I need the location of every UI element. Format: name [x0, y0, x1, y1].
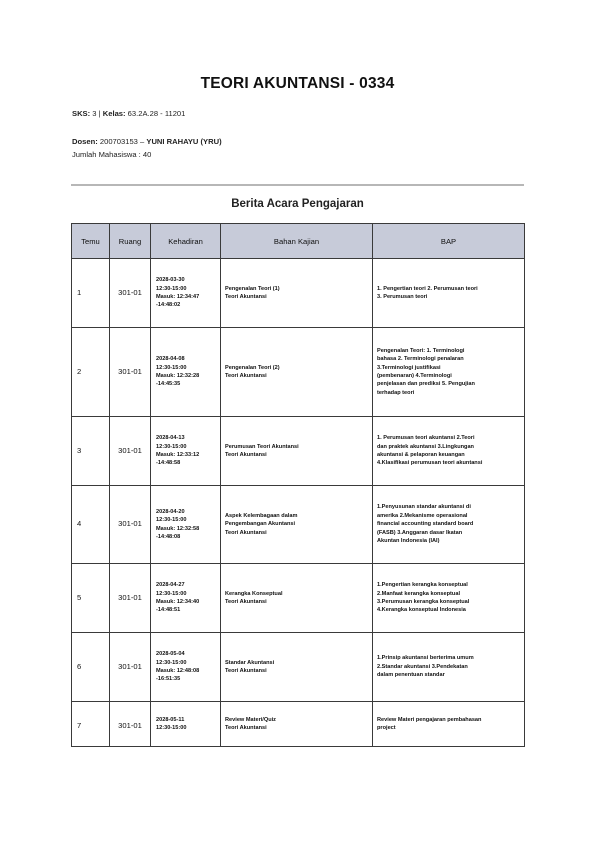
cell-ruang: 301-01 [110, 417, 151, 486]
cell-ruang: 301-01 [110, 564, 151, 633]
cell-kehadiran-line: 12:30-15:00 [156, 590, 187, 597]
cell-bahan-kajian-line: Kerangka Konseptual [225, 590, 283, 597]
cell-kehadiran [151, 417, 221, 486]
cell-bahan-kajian-line: Teori Akuntansi [225, 373, 267, 379]
cell-bap-line: Akuntan Indonesia (IAI) [377, 538, 440, 545]
cell-bahan-kajian-line: Pengenalan Teori (2) [225, 364, 280, 371]
cell-bahan-kajian-line: Teori Akuntansi [225, 294, 267, 300]
cell-temu: 5 [72, 564, 110, 633]
table-header-row [72, 224, 525, 259]
cell-bahan-kajian [221, 259, 373, 328]
cell-kehadiran-line: 2028-04-27 [156, 582, 185, 589]
cell-kehadiran-line: Masuk: 12:34:40 [156, 599, 200, 605]
cell-bap-line: terhadap teori [377, 389, 415, 396]
cell-temu: 2 [72, 328, 110, 417]
cell-kehadiran [151, 702, 221, 747]
cell-kehadiran-line: 12:30-15:00 [156, 364, 187, 371]
cell-bap-line: (pembenaran) 4.Terminologi [377, 373, 452, 379]
cell-kehadiran-line: 2028-05-11 [156, 716, 185, 723]
cell-bahan-kajian-line: Pengembangan Akuntansi [225, 521, 296, 528]
cell-bahan-kajian-line: Aspek Kelembagaan dalam [225, 512, 298, 519]
cell-bap-line: 2.Manfaat kerangka konseptual [377, 590, 461, 597]
cell-bap-line: Pengenalan Teori: 1. Terminologi [377, 347, 465, 354]
cell-bahan-kajian-line: Perumusan Teori Akuntansi [225, 443, 299, 450]
header-temu: Temu [72, 224, 110, 259]
table-body [72, 259, 525, 747]
kelas-label: Kelas: [102, 109, 126, 118]
table-row [72, 564, 525, 633]
cell-bahan-kajian [221, 633, 373, 702]
cell-kehadiran-line: 12:30-15:00 [156, 517, 187, 524]
cell-ruang: 301-01 [110, 702, 151, 747]
cell-kehadiran-line: 2028-05-04 [156, 651, 185, 658]
cell-bap [373, 564, 525, 633]
dosen-name: YUNI RAHAYU (YRU) [146, 137, 222, 146]
cell-kehadiran-line: -14:48:08 [156, 533, 181, 540]
cell-bap-line: 3. Perumusan teori [377, 294, 428, 300]
cell-ruang: 301-01 [110, 328, 151, 417]
table-row [72, 702, 525, 747]
cell-kehadiran-line: Masuk: 12:32:58 [156, 525, 200, 532]
student-count: Jumlah Mahasiswa : 40 [72, 150, 152, 159]
cell-bap-line: 2.Standar akuntansi 3.Pendekatan [377, 663, 468, 670]
cell-kehadiran-line: Masuk: 12:33:12 [156, 452, 200, 458]
cell-bap-line: bahasa 2. Terminologi penalaran [377, 356, 464, 363]
cell-kehadiran-line: -14:48:58 [156, 460, 181, 467]
cell-bahan-kajian [221, 328, 373, 417]
cell-kehadiran-line: 2028-04-13 [156, 435, 185, 442]
table-row [72, 259, 525, 328]
cell-bap-line: Review Materi pengajaran pembahasan [377, 716, 482, 723]
cell-kehadiran-line: Masuk: 12:34:47 [156, 294, 200, 300]
cell-bap-line: 3.Terminologi justifikasi [377, 364, 441, 371]
cell-kehadiran-line: 12:30-15:00 [156, 285, 187, 292]
cell-kehadiran [151, 486, 221, 564]
table-row [72, 486, 525, 564]
cell-bahan-kajian [221, 417, 373, 486]
cell-bap [373, 328, 525, 417]
cell-bap-line: akuntansi & pelaporan keuangan [377, 452, 465, 458]
cell-temu: 4 [72, 486, 110, 564]
lecturer-line [72, 137, 222, 147]
cell-bap-line: 1. Perumusan teori akuntansi 2.Teori [377, 435, 475, 442]
header-bap: BAP [373, 224, 525, 259]
cell-bahan-kajian-line: Pengenalan Teori (1) [225, 285, 280, 292]
cell-bap-line: 4.Kerangka konseptual Indonesia [377, 607, 466, 614]
cell-kehadiran-line: -14:45:35 [156, 381, 181, 388]
cell-bap-line: 1.Penyusunan standar akuntansi di [377, 504, 471, 511]
cell-bap-line: 1. Pengertian teori 2. Perumusan teori [377, 285, 478, 292]
cell-kehadiran-line: Masuk: 12:32:28 [156, 373, 200, 379]
cell-ruang: 301-01 [110, 486, 151, 564]
cell-bahan-kajian-line: Teori Akuntansi [225, 529, 267, 536]
cell-bahan-kajian-line: Teori Akuntansi [225, 725, 267, 731]
cell-kehadiran [151, 564, 221, 633]
cell-bap-line: project [377, 725, 396, 731]
cell-bap-line: 4.Klasifikasi perumusan teori akuntansi [377, 460, 483, 467]
cell-temu: 6 [72, 633, 110, 702]
cell-bap-line: financial accounting standard board [377, 521, 474, 528]
section-divider [71, 184, 524, 186]
dosen-label: Dosen: [72, 137, 98, 146]
cell-bap [373, 633, 525, 702]
cell-kehadiran [151, 259, 221, 328]
cell-bap-line: 3.Perumusan kerangka konseptual [377, 599, 470, 605]
cell-bap-line: dalam penentuan standar [377, 672, 445, 679]
cell-kehadiran-line: -14:48:51 [156, 607, 181, 614]
table-row [72, 328, 525, 417]
header-ruang: Ruang [110, 224, 151, 259]
cell-bap-line: (FASB) 3.Anggaran dasar Ikatan [377, 529, 463, 536]
table-row [72, 417, 525, 486]
cell-ruang: 301-01 [110, 633, 151, 702]
cell-bap-line: 1.Prinsip akuntansi berterima umum [377, 655, 474, 662]
cell-temu: 1 [72, 259, 110, 328]
section-title: Berita Acara Pengajaran [231, 198, 364, 210]
cell-kehadiran-line: -14:48:02 [156, 302, 181, 309]
cell-kehadiran-line: Masuk: 12:48:08 [156, 668, 200, 674]
separator: | [98, 109, 101, 118]
cell-kehadiran-line: 2028-03-30 [156, 277, 185, 284]
cell-bap [373, 702, 525, 747]
cell-bap [373, 259, 525, 328]
cell-bap-line: dan praktek akuntansi 3.Lingkungan [377, 443, 474, 450]
cell-kehadiran [151, 633, 221, 702]
cell-kehadiran-line: 2028-04-20 [156, 508, 185, 515]
cell-bap-line: 1.Pengertian kerangka konseptual [377, 582, 468, 589]
cell-temu: 7 [72, 702, 110, 747]
cell-kehadiran [151, 328, 221, 417]
cell-bap [373, 486, 525, 564]
sks-value: 3 [92, 109, 97, 118]
cell-bahan-kajian [221, 564, 373, 633]
header-bahan-kajian: Bahan Kajian [221, 224, 373, 259]
cell-kehadiran-line: 12:30-15:00 [156, 659, 187, 666]
cell-bahan-kajian [221, 702, 373, 747]
cell-bahan-kajian-line: Review Materi/Quiz [225, 716, 276, 723]
dosen-id: 200703153 [99, 137, 138, 146]
cell-ruang: 301-01 [110, 259, 151, 328]
page-title: TEORI AKUNTANSI - 0334 [200, 75, 395, 92]
kelas-value: 63.2A.28 - 11201 [127, 109, 186, 118]
cell-bahan-kajian-line: Teori Akuntansi [225, 668, 267, 674]
cell-kehadiran-line: -16:51:35 [156, 676, 181, 683]
table-row [72, 633, 525, 702]
cell-bahan-kajian-line: Standar Akuntansi [225, 659, 275, 666]
cell-temu: 3 [72, 417, 110, 486]
cell-bahan-kajian [221, 486, 373, 564]
sks-label: SKS: [72, 109, 91, 118]
cell-kehadiran-line: 12:30-15:00 [156, 725, 187, 731]
course-info-line [72, 109, 185, 119]
dash: – [140, 137, 145, 146]
cell-kehadiran-line: 12:30-15:00 [156, 443, 187, 450]
cell-bahan-kajian-line: Teori Akuntansi [225, 452, 267, 458]
bap-table [71, 223, 525, 747]
cell-kehadiran-line: 2028-04-08 [156, 356, 185, 363]
cell-bap-line: amerika 2.Mekanisme operasional [377, 512, 468, 519]
cell-bahan-kajian-line: Teori Akuntansi [225, 599, 267, 605]
header-kehadiran: Kehadiran [151, 224, 221, 259]
cell-bap-line: penjelasan dan prediksi 5. Pengujian [377, 381, 475, 388]
cell-bap [373, 417, 525, 486]
